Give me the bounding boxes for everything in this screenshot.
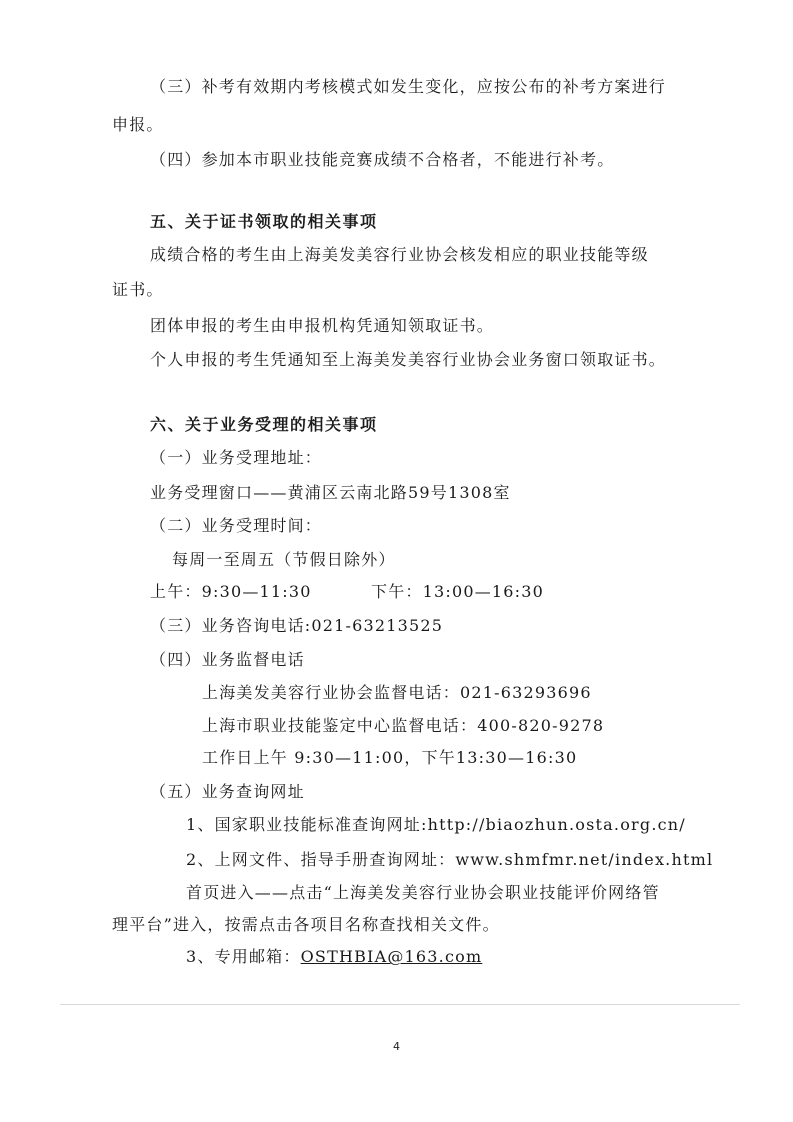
hours-label: （二）业务受理时间： bbox=[150, 516, 323, 535]
supervision-label: （四）业务监督电话 bbox=[150, 650, 305, 669]
page-number: 4 bbox=[393, 1040, 400, 1053]
email-line bbox=[186, 947, 482, 967]
query-instructions-line1: 首页进入——点击“上海美发美容行业协会职业技能评价网络管 bbox=[186, 883, 660, 902]
address-label: （一）业务受理地址： bbox=[150, 448, 323, 467]
item4-text: （四）参加本市职业技能竞赛成绩不合格者，不能进行补考。 bbox=[150, 150, 615, 169]
item3-line1: （三）补考有效期内考核模式如发生变化，应按公布的补考方案进行 bbox=[150, 77, 667, 96]
hours-am: 上午：9:30—11:30 bbox=[150, 582, 312, 601]
supervision-hours: 工作日上午 9:30—11:00，下午13:30—16:30 bbox=[202, 748, 578, 767]
supervision-assoc: 上海美发美容行业协会监督电话：021-63293696 bbox=[202, 683, 592, 702]
footer-divider bbox=[60, 1004, 740, 1005]
supervision-center: 上海市职业技能鉴定中心监督电话：400-820-9278 bbox=[202, 716, 605, 735]
section5-para1-line2: 证书。 bbox=[112, 280, 164, 299]
section5-para2: 团体申报的考生由申报机构凭通知领取证书。 bbox=[150, 316, 495, 335]
email-label: 3、专用邮箱： bbox=[186, 947, 301, 966]
item3-line2: 申报。 bbox=[112, 115, 164, 134]
section6-heading: 六、关于业务受理的相关事项 bbox=[150, 415, 378, 434]
query-label: （五）业务查询网址 bbox=[150, 782, 305, 801]
consult-phone: （三）业务咨询电话:021-63213525 bbox=[150, 616, 444, 635]
email-link[interactable]: OSTHBIA@163.com bbox=[300, 947, 483, 966]
address-value: 业务受理窗口——黄浦区云南北路59号1308室 bbox=[150, 483, 511, 502]
section5-para3: 个人申报的考生凭通知至上海美发美容行业协会业务窗口领取证书。 bbox=[150, 350, 667, 369]
hours-days: 每周一至周五（节假日除外） bbox=[172, 550, 396, 569]
section5-heading: 五、关于证书领取的相关事项 bbox=[150, 212, 378, 231]
query-standard-url: 1、国家职业技能标准查询网址:http://biaozhun.osta.org.cn/ bbox=[186, 815, 686, 834]
query-instructions-line2: 理平台”进入，按需点击各项目名称查找相关文件。 bbox=[112, 915, 500, 934]
hours-pm: 下午：13:00—16:30 bbox=[371, 582, 545, 601]
query-docs-url: 2、上网文件、指导手册查询网址：www.shmfmr.net/index.html bbox=[186, 850, 714, 869]
section5-para1-line1: 成绩合格的考生由上海美发美容行业协会核发相应的职业技能等级 bbox=[150, 245, 649, 264]
